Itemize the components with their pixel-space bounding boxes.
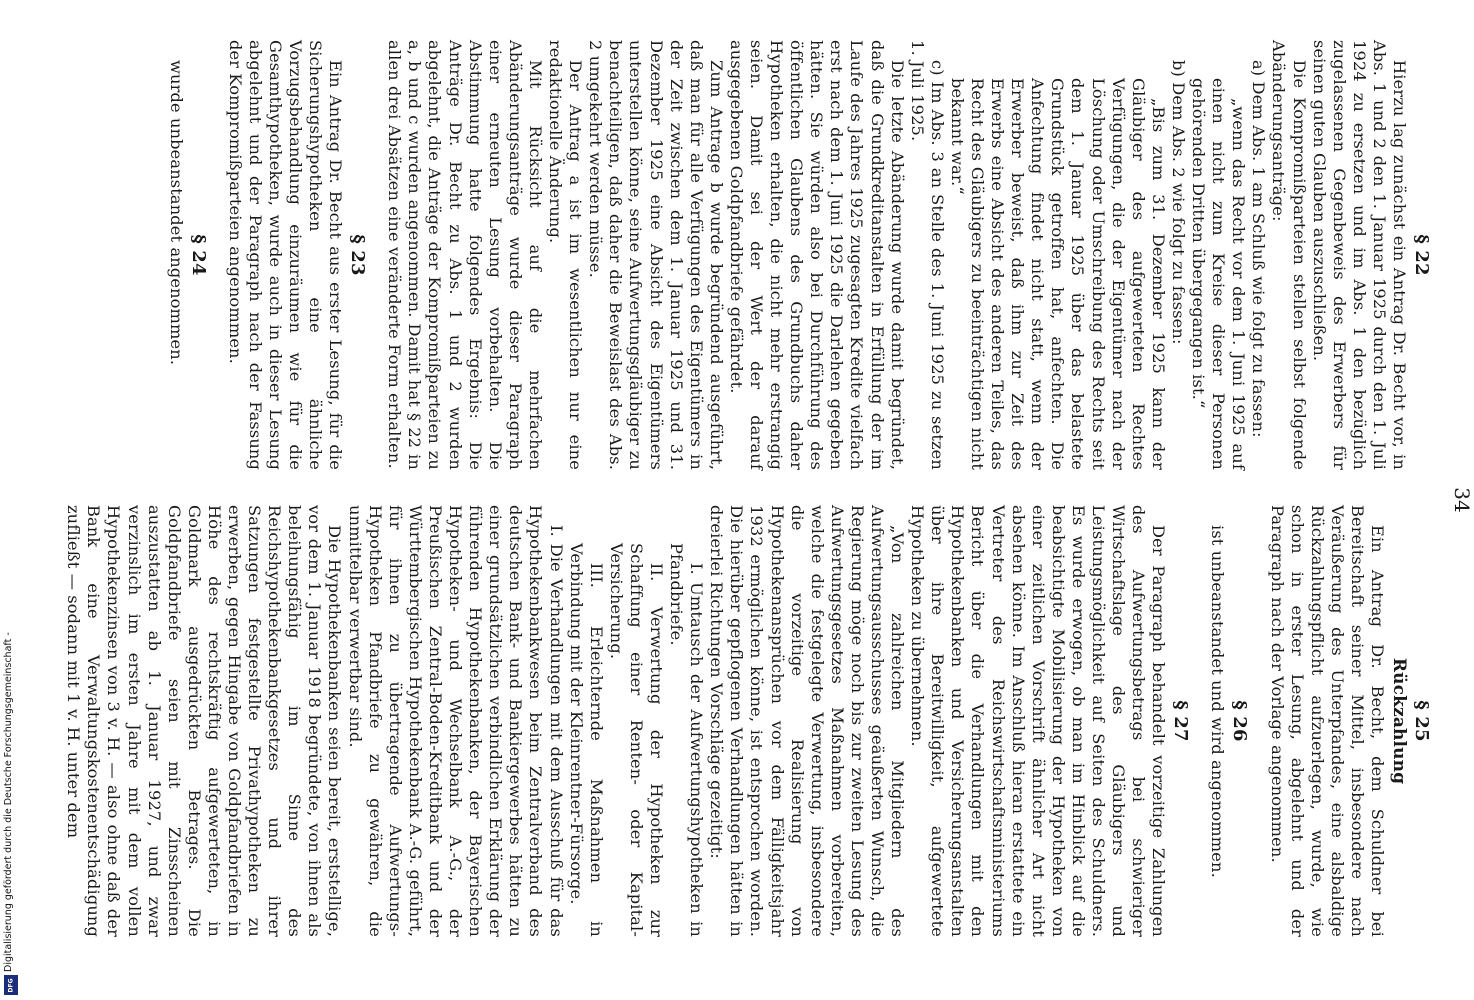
paragraph: ist unbeanstandet und wird angenommen.: [1208, 525, 1228, 878]
section-23-heading: § 23: [347, 234, 369, 276]
credit-text: Digitalisierung gefördert durch die Deutsche Forschungsgemeinschaft -: [3, 632, 14, 972]
paragraph: Der Paragraph behandelt vorzeitige Zahlungen des Aufwertungsbetrags bei schwieriger Wirtschaftslage des Gläubigers und Leistungsmöglichkeit auf Seiten des Schuldners. Es wurde erwogen, ob man im Hinblick auf die beabsichtigte Mobilisierung der Hypotheken von einer zeitlichen Vorschrift ähnlicher Art nicht absehen könne. Im Anschluß hieran erstattete ein Vertreter des Reichswirtschaftsministeriums Bericht über die Verhandlungen mit den Hypothekenbanken und Versicherungsanstalten über ihre Bereitwilligkeit, aufgewertete Hypotheken zu übernehmen.: [908, 505, 1169, 937]
paragraph: Ein Antrag Dr. Becht aus erster Lesung, für die Sicherungshypotheken eine ähnliche Vorzugsbehandlung einzuräumen wie für die Gesamthypotheken, wurde auch in dieser Lesung abgelehnt und der Paragraph nach der Fassung der Kompromißparteien angenommen.: [225, 40, 346, 470]
paragraph: Zum Antrage b wurde begründend ausgeführt, daß man für alle Verfügungen des Eigentümers in der Zeit zwischen dem 1. Januar 1925 und 31. Dezember 1925 eine Absicht des Eigentümers unterstellen könne, seine Aufwertungsgläubiger zu benachteiligen, daß daher die Beweislast des Abs. 2 umgekehrt werden müsse.: [586, 40, 726, 470]
amendment-b-quote: „Bis zum 31. Dezember 1925 kann der Gläubiger des aufgewerteten Rechtes Verfügungen, die der Eigentümer nach der Löschung oder Umschreibung des Rechts seit dem 1. Januar 1925 über das belastete Grundstück getroffen hat, anfechten. Die Anfechtung findet nicht statt, wenn der Erwerber beweist, daß ihm zur Zeit des Erwerbs eine Absicht des anderen Teiles, das Recht des Gläubigers zu beeinträchtigen nicht bekannt war.“: [947, 78, 1168, 470]
section-25-subtitle: Rückzahlung: [1389, 657, 1409, 785]
paragraph: Die Kompromißparteien stellen selbst folgende Abänderungsanträge:: [1269, 40, 1309, 470]
left-column: [166, 40, 1434, 470]
paragraph: „Von zahlreichen Mitgliedern des Aufwertungsausschusses geäußerten Wunsch, die Regierung möge noch bis zur zweiten Lesung des Aufwertungsgesetzes Maßnahmen vorbereiten, welche die festgelegte Verwertung, insbesondere die vorzeitige Realisierung von Hypothekenansprüchen vor dem Fälligkeitsjahr 1932 ermöglichen könne, ist entsprochen worden. Die hierüber gepflogenen Verhandlungen hätten in dreierlei Richtungen Vorschläge gezeitigt:: [707, 505, 908, 937]
paragraph: Der Antrag a ist im wesentlichen nur eine redaktionelle Änderung.: [546, 40, 586, 470]
paragraph: Die Hypothekenbanken seien bereit, erststellige, vor dem 1. Januar 1918 begründete, von ihnen als beleihungsfähig im Sinne des Reichshypothekenbankgesetzes und ihrer Satzungen festgestellte Privathypotheken zu erwerben, gegen Hingabe von Goldpfandbriefen in Höhe des rechtskräftig aufgewerteten, in Goldmark ausgedrückten Betrages. Die Goldpfandbriefe seien mit Zinsscheinen auszustatten ab 1. Januar 1927, und zwar verzinslich im ersten Jahre mit dem vollen Hypothekenzinsen von 3 v. H. — also ohne daß der Bank eine Verwaltungskostenentschädigung zufließt — sodann mit 1 v. H. unter dem: [64, 505, 345, 937]
paragraph: Mit Rücksicht auf die mehrfachen Abänderungsanträge wurde dieser Paragraph einer erneuten Lesung vorbehalten. Die Abstimmung hatte folgendes Ergebnis: Die Anträge Dr. Becht zu Abs. 1 und 2 wurden abgelehnt, die Anträge der Kompromißparteien zu a, b und c wurden angenommen. Damit hat § 22 in allen drei Absätzen eine veränderte Form erhalten.: [385, 40, 545, 470]
section-24-heading: § 24: [187, 234, 209, 276]
right-column: [63, 505, 1434, 937]
section-25-heading: § 25: [1411, 700, 1432, 742]
paragraph: Ein Antrag Dr. Becht, dem Schuldner bei Bereitschaft seiner Mittel, insbesondere nach Veräußerung des Unterpfandes, eine alsbaldige Rückzahlungspflicht aufzuerlegen, wurde, wie schon in erster Lesung, abgelehnt und der Paragraph nach der Vorlage angenommen.: [1267, 505, 1387, 937]
amendment-a-quote: „wenn das Recht vor dem 1. Juni 1925 auf einen nicht zum Kreise dieser Personen gehörenden Dritten übergegangen ist.“: [1189, 78, 1249, 470]
list-item: I. Umtausch der Aufwertungshypotheken in Pfandbriefe.: [667, 543, 707, 937]
paragraph: Die letzte Abänderung wurde damit begründet, daß die Grundkreditanstalten in Erfüllung der im Laufe des Jahres 1925 zugesagten Kredite vielfach erst nach dem 1. Juni 1925 die Darlehen gegeben hätten. Sie würden also bei Durchführung des öffentlichen Glaubens des Grundbuchs daher Hypotheken erhalten, die nicht mehr erstrangig seien. Damit sei der Wert der darauf ausgegebenen Goldpfandbriefe gefährdet.: [726, 40, 907, 470]
section-26-heading: § 26: [1229, 700, 1251, 742]
section-27-heading: § 27: [1170, 700, 1192, 742]
amendment-a-intro: a) Dem Abs. 1 am Schluß wie folgt zu fassen:: [1249, 60, 1269, 438]
digitization-credit: [0, 600, 22, 1000]
dfg-logo-text: DFG: [7, 977, 15, 993]
amendment-c-intro: c) Im Abs. 3 an Stelle des 1. Juni 1925 zu setzen 1. Juli 1925.: [907, 40, 947, 470]
paragraph: wurde unbeanstandet angenommen.: [166, 60, 186, 366]
section-22-heading: § 22: [1411, 234, 1432, 276]
dfg-logo-icon: [4, 975, 18, 995]
page-number: 34: [1450, 487, 1474, 513]
paragraph: Hierzu lag zunächst ein Antrag Dr. Becht vor, in Abs. 1 und 2 den 1. Januar 1925 durch den 1. Juli 1924 zu ersetzen und im Abs. 1 den bezüglich zugelassenen Gegenbeweis des Erwerbers für seinen guten Glauben auszuschließen.: [1309, 40, 1409, 470]
amendment-b-intro: b) Dem Abs. 2 wie folgt zu fassen:: [1168, 60, 1188, 345]
list-item: III. Erleichternde Maßnahmen in Verbindung mit der Kleinrentner-Fürsorge.: [566, 543, 606, 937]
list-item: II. Verwertung der Hypotheken zur Schaffung einer Renten- oder Kapital-Versicherung.: [606, 543, 666, 937]
paragraph: I. Die Verhandlungen mit dem Ausschuß für das Hypothekenbankwesen beim Zentralverband des deutschen Bank- und Bankiergewerbes hätten zu einer grundsätzlichen verbindlichen Erklärung der führenden Hypothekenbanken, der Bayerischen Hypotheken- und Wechselbank A.-G., der Preußischen Zentral-Boden-Kreditbank und der Württembergischen Hypothekenbank A.-G. geführt, für ihnen zu übertragende Aufwertungs-Hypotheken Pfandbriefe zu gewähren, die unmittelbar verwertbar sind.: [345, 505, 566, 937]
